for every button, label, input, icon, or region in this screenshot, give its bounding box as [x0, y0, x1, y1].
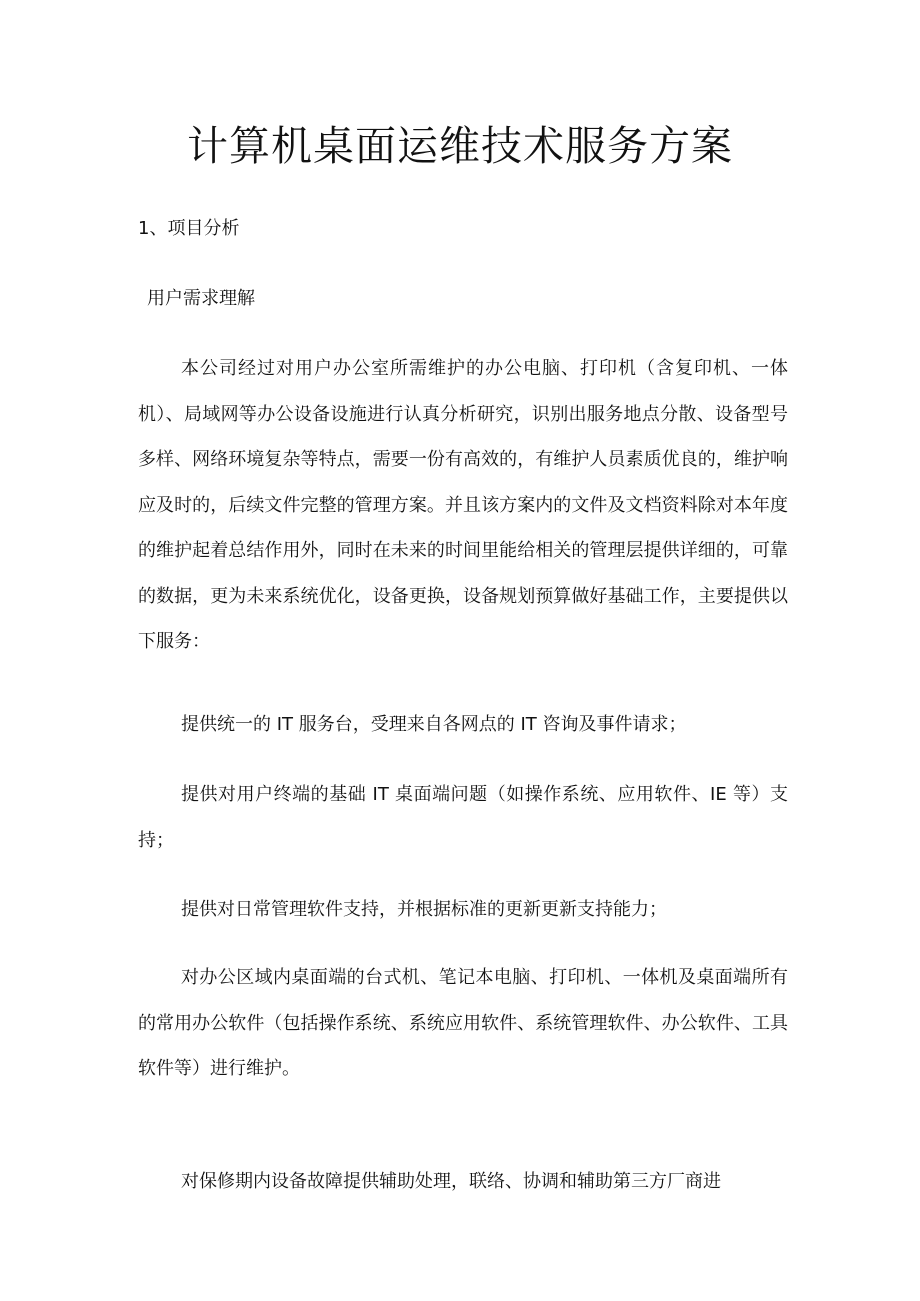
paragraph-user-requirements: 本公司经过对用户办公室所需维护的办公电脑、打印机（含复印机、一体机）、局域网等办公设备设施进行认真分析研究，识别出服务地点分散、设备型号多样、网络环境复杂等特点，需要一份有高效的，有维护人员素质优良的，维护响应及时的，后续文件完整的管理方案。并且该方案内的文件及文档资料除对本年度的维护起着总结作用外，同时在未来的时间里能给相关的管理层提供详细的，可靠的数据，更为未来系统优化，设备更换，设备规划预算做好基础工作，主要提供以下服务：	[138, 358, 788, 652]
paragraph-office-maintenance: 对办公区域内桌面端的台式机、笔记本电脑、打印机、一体机及桌面端所有的常用办公软件（包括操作系统、系统应用软件、系统管理软件、办公软件、工具软件等）进行维护。	[138, 967, 788, 1079]
document-title: 计算机桌面运维技术服务方案	[187, 122, 733, 170]
paragraph-management-software: 提供对日常管理软件支持，并根据标准的更新更新支持能力；	[181, 899, 667, 920]
paragraph-desktop-support: 提供对用户终端的基础 IT 桌面端问题（如操作系统、应用软件、IE 等）支持；	[138, 784, 788, 851]
subsection-heading: 用户需求理解	[147, 288, 255, 309]
paragraph-warranty-support: 对保修期内设备故障提供辅助处理，联络、协调和辅助第三方厂商进	[181, 1171, 721, 1192]
paragraph-service-desk: 提供统一的 IT 服务台，受理来自各网点的 IT 咨询及事件请求；	[181, 714, 687, 735]
section-heading: 1、项目分析	[138, 218, 240, 239]
